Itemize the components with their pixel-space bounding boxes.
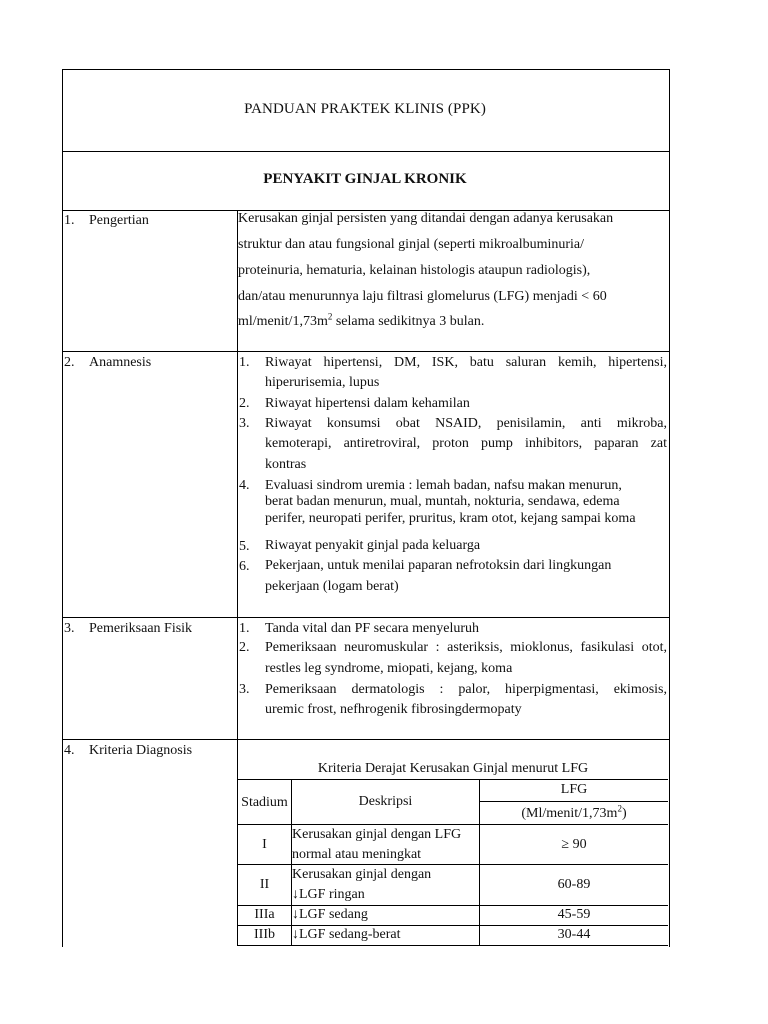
list-item-line: Evaluasi sindrom uremia : lemah badan, nafsu makan menurun, — [265, 478, 622, 493]
section-number: 2. — [64, 355, 75, 370]
list-number: 5. — [239, 539, 250, 554]
list-number: 6. — [239, 559, 250, 574]
superscript: 2 — [617, 803, 622, 814]
divider — [62, 617, 669, 618]
table-cell-lfg: 60-89 — [557, 877, 591, 892]
list-number: 1. — [239, 355, 250, 370]
list-item-line: Riwayat hipertensi dalam kehamilan — [265, 396, 470, 411]
list-item-line: uremic frost, nefhrogenik fibrosingdermopaty — [265, 702, 522, 717]
table-cell-stadium: IIIb — [254, 927, 275, 942]
superscript: 2 — [327, 311, 333, 322]
section-label-pemeriksaan-fisik: Pemeriksaan Fisik — [89, 621, 193, 636]
section-label-pengertian: Pengertian — [89, 213, 149, 228]
table-cell-stadium: I — [262, 837, 267, 852]
section-label-anamnesis: Anamnesis — [89, 355, 152, 370]
table-cell-desc: ↓LGF ringan — [292, 887, 365, 902]
list-item-line: Riwayat hipertensi, DM, ISK, batu saluran kemih, hipertensi, — [265, 355, 667, 370]
document-subtitle: PENYAKIT GINJAL KRONIK — [263, 171, 467, 187]
section-number: 1. — [64, 213, 75, 228]
table-cell-desc: ↓LGF sedang — [292, 907, 368, 922]
section-number: 4. — [64, 743, 75, 758]
list-item-line: Riwayat konsumsi obat NSAID, penisilamin, anti mikroba, — [265, 416, 667, 431]
document-title: PANDUAN PRAKTEK KLINIS (PPK) — [244, 101, 486, 117]
list-item-line: pekerjaan (logam berat) — [265, 579, 399, 594]
section-label-kriteria-diagnosis: Kriteria Diagnosis — [89, 743, 193, 758]
divider — [62, 739, 669, 740]
table-cell-desc: Kerusakan ginjal dengan LFG — [292, 827, 462, 842]
definition-tail: selama sedikitnya 3 bulan. — [332, 314, 485, 329]
divider — [62, 351, 669, 352]
list-item-line: Tanda vital dan PF secara menyeluruh — [265, 621, 480, 636]
unit-close: ) — [621, 806, 627, 821]
list-item-line: Pekerjaan, untuk menilai paparan nefrotoksin dari lingkungan — [265, 558, 612, 573]
definition-line: Kerusakan ginjal persisten yang ditandai dengan adanya kerusakan — [238, 211, 614, 226]
table-cell-lfg: 30-44 — [557, 927, 591, 942]
list-item-line: Pemeriksaan neuromuskular : asteriksis, mioklonus, fasikulasi otot, — [265, 640, 667, 655]
definition-line: proteinuria, hematuria, kelainan histologis ataupun radiologis), — [238, 263, 591, 278]
list-number: 3. — [239, 416, 250, 431]
table-header-unit — [480, 804, 668, 824]
definition-line: dan/atau menurunnya laju filtrasi glomelurus (LFG) menjadi < 60 — [238, 289, 607, 304]
list-item-line: Riwayat penyakit ginjal pada keluarga — [265, 538, 481, 553]
table-border — [237, 945, 668, 946]
definition-unit: ml/menit/1,73m — [238, 314, 328, 329]
list-item-line: kontras — [265, 457, 307, 472]
table-cell-stadium: IIIa — [254, 907, 275, 922]
definition-line: struktur dan atau fungsional ginjal (seperti mikroalbuminuria/ — [238, 237, 585, 252]
list-item-line: berat badan menurun, mual, muntah, nokturia, sendawa, edema — [265, 494, 620, 509]
list-item-line: restles leg syndrome, miopati, kejang, koma — [265, 661, 513, 676]
table-header-stadium: Stadium — [241, 795, 288, 810]
definition-line — [238, 311, 485, 330]
table-header-deskripsi: Deskripsi — [358, 794, 413, 809]
section-number: 3. — [64, 621, 75, 636]
divider — [62, 151, 669, 152]
list-number: 2. — [239, 396, 250, 411]
list-item-line: perifer, neuropati perifer, pruritus, kram otot, kejang sampai koma — [265, 511, 636, 526]
list-item-line: Pemeriksaan dermatologis : palor, hiperpigmentasi, ekimosis, — [265, 682, 667, 697]
table-cell-desc: ↓LGF sedang-berat — [292, 927, 401, 942]
table-cell-desc: Kerusakan ginjal dengan — [292, 867, 432, 882]
list-number: 1. — [239, 621, 250, 636]
unit-text: (Ml/menit/1,73m — [521, 806, 618, 821]
list-item-line: kemoterapi, antiretroviral, proton pump inhibitors, paparan zat — [265, 436, 667, 451]
table-border — [479, 801, 668, 802]
table-cell-desc: normal atau meningkat — [292, 847, 422, 862]
table-caption: Kriteria Derajat Kerusakan Ginjal menurut LFG — [317, 761, 589, 776]
table-cell-stadium: II — [259, 877, 270, 892]
list-item-line: hiperurisemia, lupus — [265, 375, 380, 390]
list-number: 3. — [239, 682, 250, 697]
table-header-lfg: LFG — [560, 782, 588, 797]
table-cell-lfg: ≥ 90 — [561, 837, 587, 852]
list-number: 4. — [239, 478, 250, 493]
table-cell-lfg: 45-59 — [557, 907, 591, 922]
list-number: 2. — [239, 640, 250, 655]
